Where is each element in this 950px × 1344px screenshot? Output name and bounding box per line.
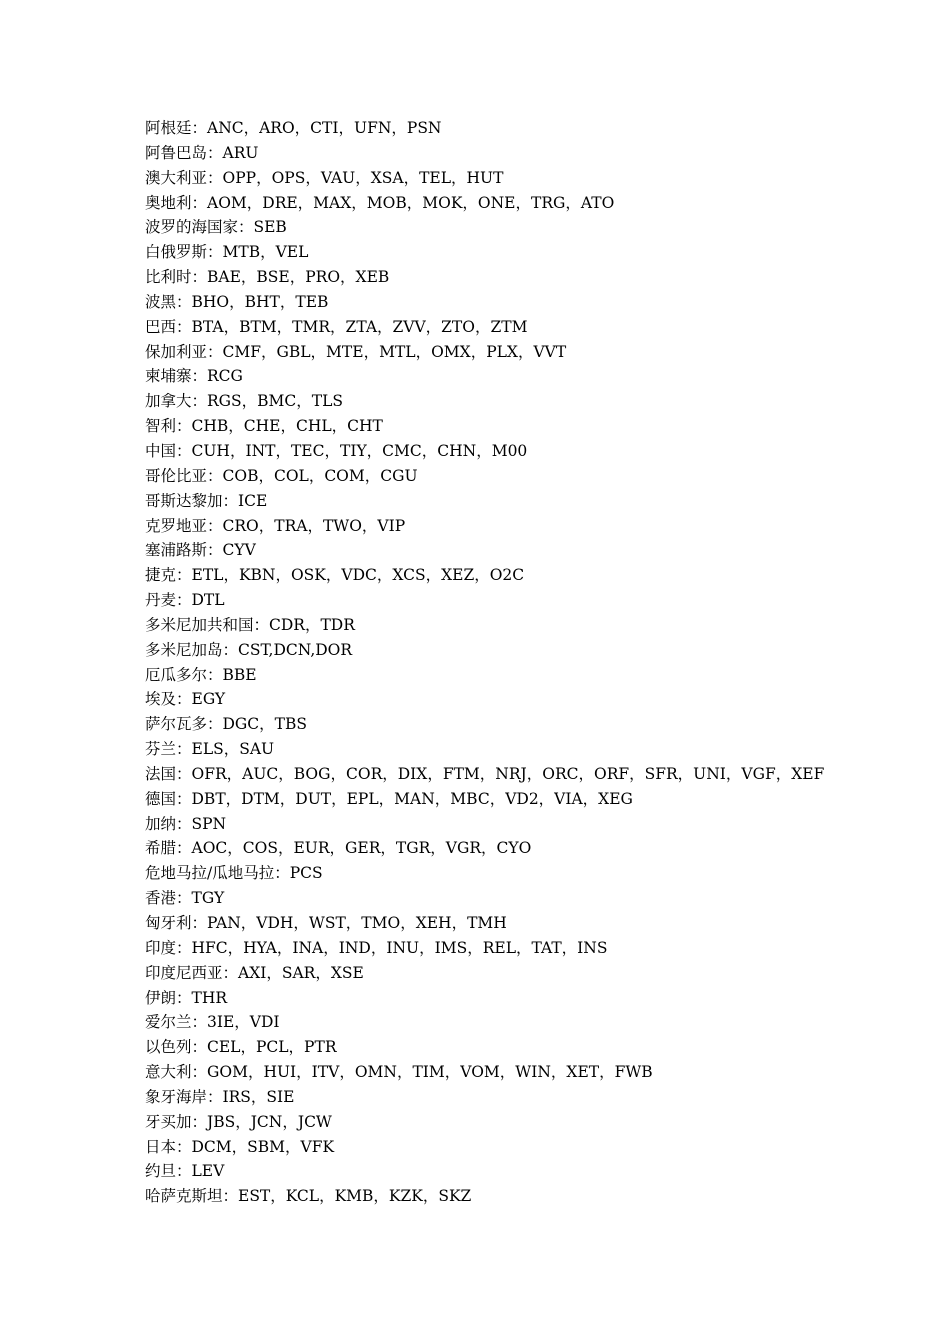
list-item: 哥斯达黎加：ICE bbox=[145, 491, 268, 510]
list-item: 捷克：ETL，KBN，OSK，VDC，XCS，XEZ，O2C bbox=[145, 566, 525, 585]
list-item: 以色列：CEL，PCL，PTR bbox=[145, 1038, 337, 1057]
country-code-list bbox=[145, 116, 905, 1209]
list-item: 厄瓜多尔：BBE bbox=[145, 665, 257, 684]
list-item: 德国：DBT，DTM，DUT，EPL，MAN，MBC，VD2，VIA，XEG bbox=[145, 789, 633, 808]
list-item: 阿根廷：ANC，ARO，CTI，UFN，PSN bbox=[145, 119, 442, 137]
list-item: 危地马拉/瓜地马拉：PCS bbox=[145, 864, 323, 883]
list-item: 希腊：AOC，COS，EUR，GER，TGR，VGR，CYO bbox=[145, 839, 532, 858]
list-item: 日本：DCM，SBM，VFK bbox=[145, 1137, 335, 1156]
list-item: 阿鲁巴岛：ARU bbox=[145, 143, 259, 162]
list-item: 意大利：GOM，HUI，ITV，OMN，TIM，VOM，WIN，XET，FWB bbox=[145, 1063, 653, 1082]
list-item: 爱尔兰：3IE，VDI bbox=[145, 1013, 280, 1032]
list-item: 印度：HFC，HYA，INA，IND，INU，IMS，REL，TAT，INS bbox=[145, 938, 608, 957]
list-item: 匈牙利：PAN，VDH，WST，TMO，XEH，TMH bbox=[145, 914, 507, 932]
list-item: 丹麦：DTL bbox=[145, 591, 225, 610]
list-item: 克罗地亚：CRO，TRA，TWO，VIP bbox=[145, 516, 406, 535]
list-item: 芬兰：ELS，SAU bbox=[145, 740, 275, 759]
list-item: 多米尼加岛：CST,DCN,DOR bbox=[145, 640, 353, 659]
list-item: 柬埔寨：RCG bbox=[145, 367, 243, 386]
list-item: 印度尼西亚：AXI，SAR，XSE bbox=[145, 963, 364, 982]
list-item: 中国：CUH，INT，TEC，TIY，CMC，CHN，M00 bbox=[145, 441, 528, 460]
list-item: 加纳：SPN bbox=[145, 814, 227, 833]
list-item: 哈萨克斯坦：EST，KCL，KMB，KZK，SKZ bbox=[145, 1187, 472, 1206]
list-item: 保加利亚：CMF，GBL，MTE，MTL，OMX，PLX，VVT bbox=[145, 342, 567, 361]
list-item: 加拿大：RGS，BMC，TLS bbox=[145, 392, 344, 411]
list-item: 萨尔瓦多：DGC，TBS bbox=[145, 715, 308, 734]
list-item: 法国：OFR，AUC，BOG，COR，DIX，FTM，NRJ，ORC，ORF，SFR，UNI，VGF，XEF bbox=[145, 764, 825, 783]
list-item: 香港：TGY bbox=[145, 889, 225, 908]
list-item: 约旦：LEV bbox=[145, 1162, 225, 1181]
list-item: 多米尼加共和国：CDR，TDR bbox=[145, 615, 355, 634]
list-item: 塞浦路斯：CYV bbox=[145, 541, 256, 560]
list-item: 波黑：BHO，BHT，TEB bbox=[145, 292, 329, 311]
list-item: 波罗的海国家：SEB bbox=[145, 218, 287, 237]
list-item: 象牙海岸：IRS，SIE bbox=[145, 1087, 295, 1106]
list-item: 牙买加：JBS，JCN，JCW bbox=[145, 1112, 332, 1131]
list-item: 巴西：BTA，BTM，TMR，ZTA，ZVV，ZTO，ZTM bbox=[145, 317, 528, 336]
list-item: 奥地利：AOM，DRE，MAX，MOB，MOK，ONE，TRG，ATO bbox=[145, 193, 615, 212]
list-item: 比利时：BAE，BSE，PRO，XEB bbox=[145, 268, 390, 287]
list-item: 哥伦比亚：COB，COL，COM，CGU bbox=[145, 466, 418, 485]
list-item: 澳大利亚：OPP，OPS，VAU，XSA，TEL，HUT bbox=[145, 168, 504, 187]
list-item: 伊朗：THR bbox=[145, 988, 228, 1007]
list-item: 埃及：EGY bbox=[145, 690, 226, 709]
list-item: 智利：CHB，CHE，CHL，CHT bbox=[145, 417, 383, 436]
list-item: 白俄罗斯：MTB，VEL bbox=[145, 243, 309, 262]
